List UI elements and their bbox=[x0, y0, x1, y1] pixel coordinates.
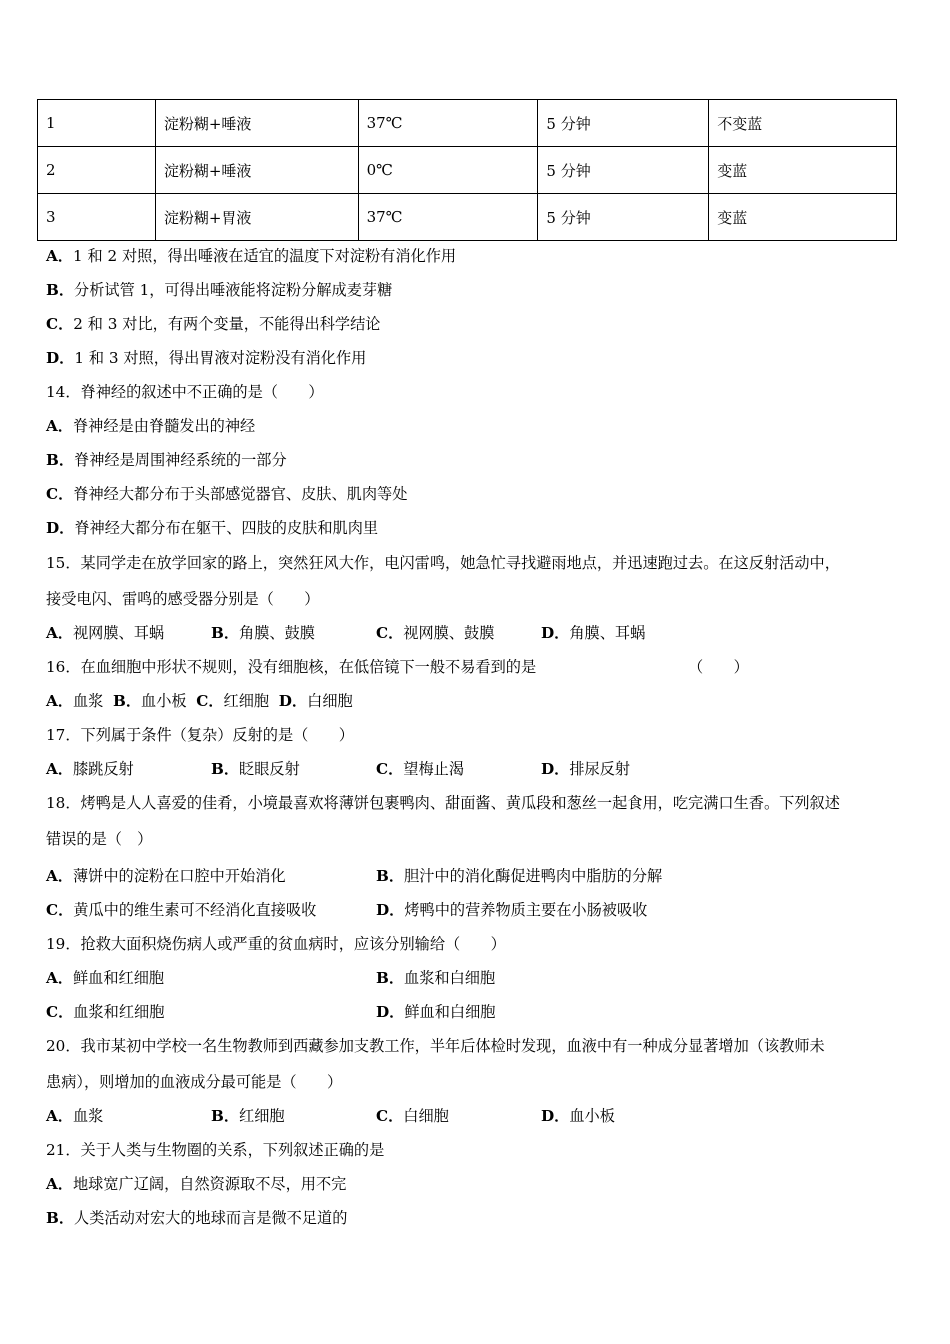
q20-stem-line2: 患病），则增加的血液成分最可能是（ ） bbox=[46, 1073, 343, 1091]
option-letter: B． bbox=[376, 969, 405, 987]
option-letter: A． bbox=[46, 760, 73, 778]
option-text: 血浆 bbox=[72, 1107, 104, 1125]
q19-option-d bbox=[376, 1002, 495, 1022]
q19-option-c bbox=[46, 1002, 164, 1022]
q20-stem-line1: 20．我市某初中学校一名生物教师到西藏参加支教工作，半年后体检时发现，血液中有一种成分显著增加（该教师未 bbox=[46, 1037, 825, 1055]
option-text: 眨眼反射 bbox=[239, 760, 300, 778]
option-text: 1 和 3 对照，得出胃液对淀粉没有消化作用 bbox=[74, 349, 367, 367]
q19-stem: 19．抢救大面积烧伤病人或严重的贫血病时，应该分别输给（ ） bbox=[46, 935, 506, 953]
option-text: 脊神经大都分布在躯干、四肢的皮肤和肌肉里 bbox=[74, 519, 379, 537]
option-text: 血小板 bbox=[569, 1107, 615, 1125]
option-letter: B． bbox=[46, 281, 75, 299]
table-cell: 变蓝 bbox=[709, 194, 897, 241]
option-text: 胆汁中的消化酶促进鸭肉中脂肪的分解 bbox=[404, 867, 663, 885]
option-text: 2 和 3 对比，有两个变量，不能得出科学结论 bbox=[73, 315, 381, 333]
option-letter: D． bbox=[541, 760, 570, 778]
experiment-table bbox=[37, 99, 897, 241]
option-letter: C． bbox=[46, 1003, 74, 1021]
q20-option-c bbox=[376, 1106, 449, 1126]
table-row bbox=[38, 100, 897, 147]
option-text: 红细胞 bbox=[239, 1107, 285, 1125]
option-text: 地球宽广辽阔，自然资源取不尽，用不完 bbox=[72, 1175, 347, 1193]
option-text: 鲜血和白细胞 bbox=[404, 1003, 496, 1021]
option-letter: B． bbox=[113, 692, 142, 710]
option-letter: A． bbox=[46, 692, 73, 710]
option-text: 脊神经是由脊髓发出的神经 bbox=[72, 417, 256, 435]
table-cell: 5 分钟 bbox=[538, 100, 709, 147]
option-letter: C． bbox=[196, 692, 224, 710]
option-text: 血浆和白细胞 bbox=[404, 969, 496, 987]
table-cell: 5 分钟 bbox=[538, 194, 709, 241]
option-text: 黄瓜中的维生素可不经消化直接吸收 bbox=[73, 901, 317, 919]
q17-option-b bbox=[211, 759, 300, 779]
option-letter: B． bbox=[211, 1107, 240, 1125]
q18-option-c bbox=[46, 900, 316, 920]
q19-option-a bbox=[46, 968, 164, 988]
option-letter: A． bbox=[46, 1175, 73, 1193]
q17-option-a bbox=[46, 759, 134, 779]
q18-option-d bbox=[376, 900, 647, 920]
option-text: 视网膜、耳蜗 bbox=[72, 624, 165, 642]
q21-stem: 21．关于人类与生物圈的关系，下列叙述正确的是 bbox=[46, 1141, 385, 1159]
option-letter: C． bbox=[376, 1107, 404, 1125]
q19-option-b bbox=[376, 968, 495, 988]
option-letter: A． bbox=[46, 247, 73, 265]
option-text: 人类活动对宏大的地球而言是微不足道的 bbox=[74, 1209, 348, 1227]
option-letter: D． bbox=[278, 692, 308, 710]
q14-option-c bbox=[46, 484, 407, 504]
q15-option-c bbox=[376, 623, 494, 643]
table-row bbox=[38, 194, 897, 241]
table-cell: 2 bbox=[38, 147, 156, 194]
table-cell: 不变蓝 bbox=[709, 100, 897, 147]
option-letter: B． bbox=[46, 451, 75, 469]
option-letter: D． bbox=[376, 901, 405, 919]
option-text: 血小板 bbox=[141, 692, 187, 710]
q18-stem-line2: 错误的是（ ） bbox=[46, 830, 153, 848]
option-text: 白细胞 bbox=[403, 1107, 449, 1125]
q20-option-b bbox=[211, 1106, 285, 1126]
option-letter: C． bbox=[46, 901, 74, 919]
option-letter: C． bbox=[376, 760, 404, 778]
table-cell: 3 bbox=[38, 194, 156, 241]
table-cell: 0℃ bbox=[358, 147, 538, 194]
q14-option-d bbox=[46, 518, 378, 538]
q18-option-b bbox=[376, 866, 662, 886]
q15-stem-line2: 接受电闪、雷鸣的感受器分别是（ ） bbox=[46, 590, 320, 608]
q18-option-a bbox=[46, 866, 286, 886]
q16-answer-paren: （ ） bbox=[688, 658, 749, 676]
option-letter: A． bbox=[46, 417, 73, 435]
option-text: 脊神经是周围神经系统的一部分 bbox=[74, 451, 287, 469]
option-letter: B． bbox=[211, 624, 240, 642]
option-text: 视网膜、鼓膜 bbox=[403, 624, 495, 642]
option-text: 角膜、耳蜗 bbox=[569, 624, 646, 642]
option-letter: C． bbox=[46, 315, 74, 333]
option-text: 望梅止渴 bbox=[403, 760, 465, 778]
table-cell: 变蓝 bbox=[709, 147, 897, 194]
table-cell: 淀粉糊+唾液 bbox=[155, 100, 358, 147]
q14-option-b bbox=[46, 450, 287, 470]
option-letter: D． bbox=[541, 624, 570, 642]
q13-option-b bbox=[46, 280, 392, 300]
q15-option-b bbox=[211, 623, 315, 643]
option-letter: D． bbox=[541, 1107, 570, 1125]
option-letter: D． bbox=[46, 349, 75, 367]
q15-option-d bbox=[541, 623, 645, 643]
option-letter: D． bbox=[46, 519, 75, 537]
q14-option-a bbox=[46, 416, 255, 436]
option-text: 薄饼中的淀粉在口腔中开始消化 bbox=[72, 867, 286, 885]
q13-option-d bbox=[46, 348, 366, 368]
option-letter: A． bbox=[46, 867, 73, 885]
q16-stem: 16．在血细胞中形状不规则，没有细胞核，在低倍镜下一般不易看到的是 bbox=[46, 658, 537, 676]
q13-option-a bbox=[46, 246, 456, 266]
table-cell: 1 bbox=[38, 100, 156, 147]
option-text: 鲜血和红细胞 bbox=[72, 969, 165, 987]
q15-option-a bbox=[46, 623, 164, 643]
table-cell: 淀粉糊+胃液 bbox=[155, 194, 358, 241]
q15-stem-line1: 15．某同学走在放学回家的路上，突然狂风大作，电闪雷鸣，她急忙寻找避雨地点，并迅速跑过去。在这反射活动中， bbox=[46, 554, 840, 572]
q14-stem: 14．脊神经的叙述中不正确的是（ ） bbox=[46, 383, 324, 401]
table-cell: 37℃ bbox=[358, 194, 538, 241]
q20-option-a bbox=[46, 1106, 103, 1126]
option-text: 烤鸭中的营养物质主要在小肠被吸收 bbox=[404, 901, 648, 919]
option-letter: C． bbox=[46, 485, 74, 503]
table-cell: 37℃ bbox=[358, 100, 538, 147]
option-text: 分析试管 1，可得出唾液能将淀粉分解成麦芽糖 bbox=[74, 281, 393, 299]
q13-option-c bbox=[46, 314, 380, 334]
option-letter: A． bbox=[46, 1107, 73, 1125]
q17-option-c bbox=[376, 759, 464, 779]
q21-option-b bbox=[46, 1208, 347, 1228]
option-text: 血浆和红细胞 bbox=[73, 1003, 165, 1021]
option-letter: A． bbox=[46, 624, 73, 642]
option-text: 血浆 bbox=[72, 692, 104, 710]
q16-options bbox=[46, 691, 353, 711]
q21-option-a bbox=[46, 1174, 346, 1194]
option-text: 排尿反射 bbox=[569, 760, 631, 778]
q17-stem: 17．下列属于条件（复杂）反射的是（ ） bbox=[46, 726, 354, 744]
option-letter: C． bbox=[376, 624, 404, 642]
q18-stem-line1: 18．烤鸭是人人喜爱的佳肴，小境最喜欢将薄饼包裹鸭肉、甜面酱、黄瓜段和葱丝一起食用，吃完满口生香。下列叙述 bbox=[46, 794, 840, 812]
option-letter: D． bbox=[376, 1003, 405, 1021]
option-text: 白细胞 bbox=[307, 692, 353, 710]
q17-option-d bbox=[541, 759, 630, 779]
table-cell: 淀粉糊+唾液 bbox=[155, 147, 358, 194]
option-text: 1 和 2 对照，得出唾液在适宜的温度下对淀粉有消化作用 bbox=[72, 247, 457, 265]
option-letter: B． bbox=[46, 1209, 75, 1227]
option-text: 脊神经大都分布于头部感觉器官、皮肤、肌肉等处 bbox=[73, 485, 408, 503]
option-letter: B． bbox=[211, 760, 240, 778]
option-letter: A． bbox=[46, 969, 73, 987]
option-text: 红细胞 bbox=[223, 692, 270, 710]
table-cell: 5 分钟 bbox=[538, 147, 709, 194]
table-row bbox=[38, 147, 897, 194]
q20-option-d bbox=[541, 1106, 615, 1126]
option-text: 角膜、鼓膜 bbox=[239, 624, 315, 642]
option-letter: B． bbox=[376, 867, 405, 885]
option-text: 膝跳反射 bbox=[72, 760, 134, 778]
